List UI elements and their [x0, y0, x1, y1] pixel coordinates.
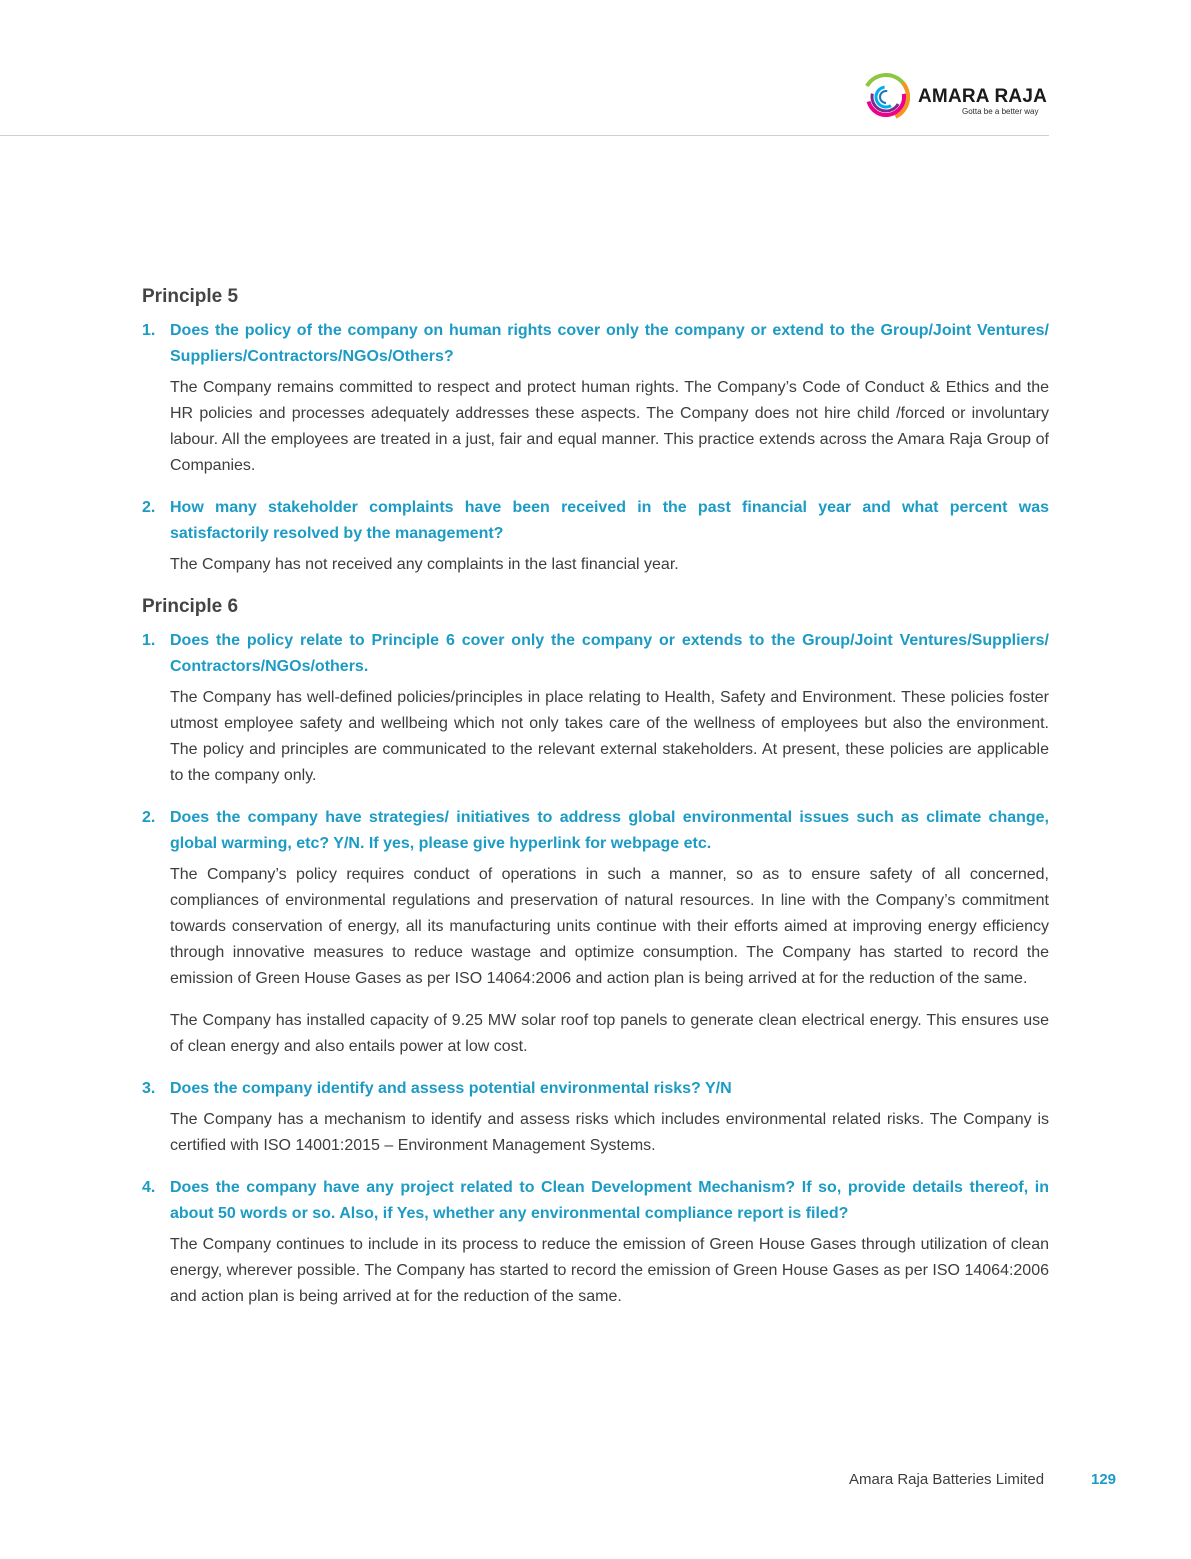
- question-number: 4.: [142, 1179, 156, 1196]
- p6-answer-3: The Company has a mechanism to identify and assess risks which includes environmental related risks. The Company is certified with ISO 14001:2015 – Environment Management Systems.: [170, 1111, 1049, 1154]
- p6-answer-1: The Company has well-defined policies/principles in place relating to Health, Safety and Environment. These policies foster utmost employee safety and wellbeing which not only takes care of the wellness of employees but also the environment. The policy and principles are communicated to the relevant external stakeholders. At present, these policies are applicable to the company only.: [170, 689, 1049, 784]
- question-number: 2.: [142, 809, 156, 826]
- p6-answer-2a: The Company’s policy requires conduct of operations in such a manner, so as to ensure safety of all concerned, compliances of environmental regulations and preservation of natural resources. In line with the Company’s commitment towards conservation of energy, all its manufacturing units continue with their efforts aimed at improving energy efficiency through innovative measures to reduce wastage and optimize consumption. The Company has started to record the emission of Green House Gases as per ISO 14064:2006 and action plan is being arrived at for the reduction of the same.: [170, 866, 1049, 987]
- p5-item-2: [142, 495, 1049, 578]
- p5-item-1: [142, 318, 1049, 479]
- question-number: 1.: [142, 632, 156, 649]
- question-text: How many stakeholder complaints have been received in the past financial year and what percent was satisfactorily resolved by the management?: [170, 499, 1049, 542]
- p6-question-3: [142, 1076, 1049, 1102]
- amara-raja-logo: [858, 70, 1053, 124]
- principle-5-heading: Principle 5: [142, 286, 239, 307]
- p5-question-2: [142, 495, 1049, 547]
- question-number: 1.: [142, 322, 156, 339]
- principle-6-heading: Principle 6: [142, 596, 239, 617]
- swirl-logo-icon: [858, 70, 914, 124]
- p5-question-1: [142, 318, 1049, 370]
- question-text: Does the policy of the company on human rights cover only the company or extend to the Group/Joint Ventures/ Suppliers/Contractors/NGOs/Others?: [170, 322, 1049, 365]
- header-divider: [0, 135, 1049, 136]
- page-number: 129: [1091, 1471, 1117, 1488]
- p6-item-3: [142, 1076, 1049, 1159]
- question-number: 2.: [142, 499, 156, 516]
- main-content: [142, 284, 1049, 1326]
- p6-item-4: [142, 1175, 1049, 1310]
- p6-answer-2b: The Company has installed capacity of 9.25 MW solar roof top panels to generate clean electrical energy. This ensures use of clean energy and also entails power at low cost.: [170, 1012, 1049, 1055]
- p6-item-1: [142, 628, 1049, 789]
- p6-question-2: [142, 805, 1049, 857]
- principle-5-section: [142, 284, 1049, 578]
- p5-answer-1: The Company remains committed to respect and protect human rights. The Company’s Code of Conduct & Ethics and the HR policies and processes adequately addresses these aspects. The Company does not hire child /forced or involuntary labour. All the employees are treated in a just, fair and equal manner. This practice extends across the Amara Raja Group of Companies.: [170, 379, 1049, 474]
- p6-item-2: [142, 805, 1049, 1060]
- question-text: Does the policy relate to Principle 6 cover only the company or extends to the Group/Joint Ventures/Suppliers/ Contractors/NGOs/others.: [170, 632, 1049, 675]
- question-text: Does the company have any project related to Clean Development Mechanism? If so, provide details thereof, in about 50 words or so. Also, if Yes, whether any environmental compliance report is filed?: [170, 1179, 1049, 1222]
- footer-company-name: Amara Raja Batteries Limited: [849, 1471, 1045, 1488]
- p6-answer-4: The Company continues to include in its process to reduce the emission of Green House Gases through utilization of clean energy, wherever possible. The Company has started to record the emission of Green House Gases as per ISO 14064:2006 and action plan is being arrived at for the reduction of the same.: [170, 1236, 1049, 1305]
- question-text: Does the company identify and assess potential environmental risks? Y/N: [170, 1080, 732, 1097]
- principle-6-section: [142, 594, 1049, 1310]
- question-number: 3.: [142, 1080, 156, 1097]
- p6-question-1: [142, 628, 1049, 680]
- brand-tagline: Gotta be a better way: [962, 107, 1039, 116]
- p6-question-4: [142, 1175, 1049, 1227]
- question-text: Does the company have strategies/ initiatives to address global environmental issues such as climate change, global warming, etc? Y/N. If yes, please give hyperlink for webpage etc.: [170, 809, 1049, 852]
- p5-answer-2: The Company has not received any complaints in the last financial year.: [170, 556, 679, 573]
- brand-name: AMARA RAJA: [918, 86, 1048, 107]
